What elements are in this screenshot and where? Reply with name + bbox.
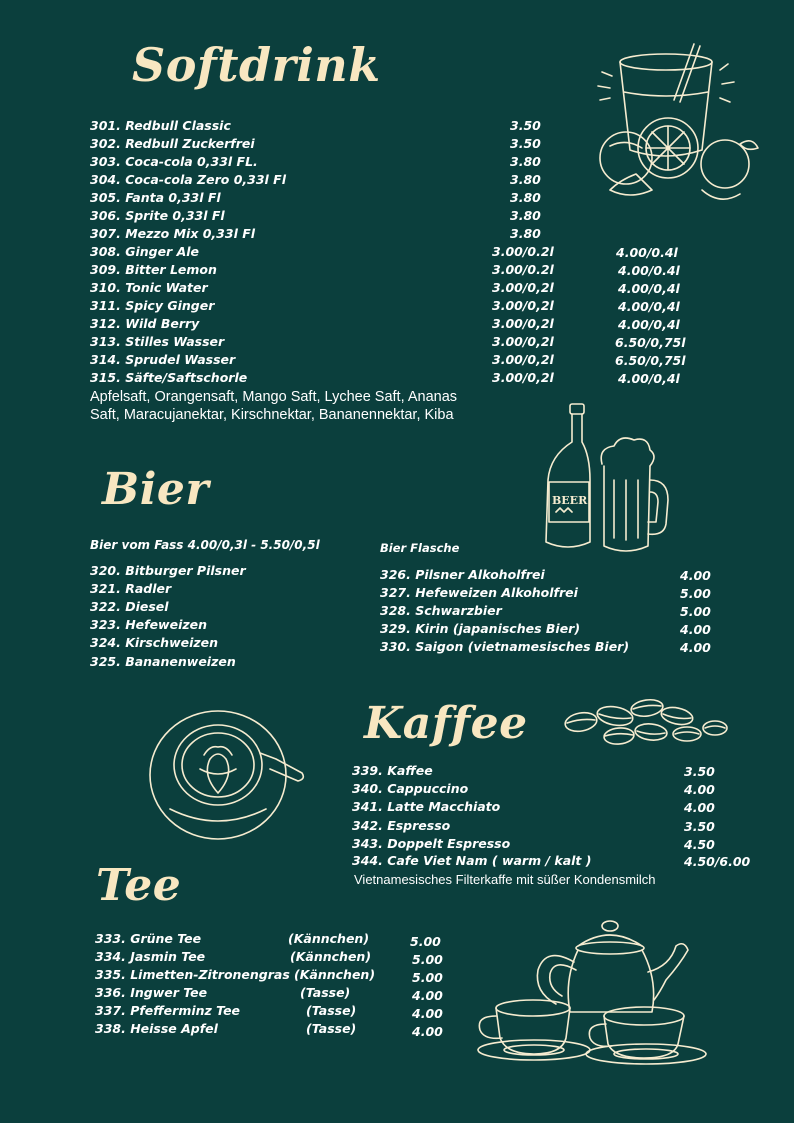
size-label: (Kännchen) bbox=[294, 967, 376, 982]
size-label: (Kännchen) bbox=[290, 949, 372, 964]
list-item: 321. Radler bbox=[90, 581, 172, 596]
price-large: 6.50/0,75l bbox=[615, 353, 686, 368]
price: 5.00 bbox=[680, 586, 711, 601]
list-item: 343. Doppelt Espresso bbox=[352, 836, 511, 851]
list-item: 325. Bananenweizen bbox=[90, 654, 236, 669]
price: 3.50 bbox=[684, 764, 715, 779]
price-large: 6.50/0,75l bbox=[615, 335, 686, 350]
size-label: (Tasse) bbox=[300, 985, 351, 1000]
list-item: 342. Espresso bbox=[352, 818, 451, 833]
price-large: 4.00/0,4l bbox=[618, 317, 680, 332]
price: 3.00/0.2l bbox=[492, 244, 554, 259]
list-item: 340. Cappuccino bbox=[352, 781, 469, 796]
bier-heading: Bier bbox=[102, 464, 210, 515]
list-item: 310. Tonic Water bbox=[90, 280, 208, 295]
size-label: (Kännchen) bbox=[288, 931, 370, 946]
list-item: 322. Diesel bbox=[90, 599, 169, 614]
price: 5.00 bbox=[410, 934, 441, 949]
price: 3.00/0,2l bbox=[492, 280, 554, 295]
list-item: 338. Heisse Apfel bbox=[95, 1021, 218, 1036]
price: 3.00/0.2l bbox=[492, 262, 554, 277]
price: 4.00 bbox=[412, 988, 443, 1003]
price: 4.00 bbox=[684, 800, 715, 815]
price: 5.00 bbox=[412, 970, 443, 985]
juice-list-line: Apfelsaft, Orangensaft, Mango Saft, Lychee Saft, Ananas bbox=[90, 389, 458, 405]
list-item: 339. Kaffee bbox=[352, 763, 433, 778]
price-large: 4.00/0,4l bbox=[618, 371, 680, 386]
list-item: 320. Bitburger Pilsner bbox=[90, 563, 246, 578]
price-large: 4.00/0,4l bbox=[618, 281, 680, 296]
bier-flasche-label: Bier Flasche bbox=[380, 541, 460, 555]
price: 3.80 bbox=[510, 190, 541, 205]
price: 4.00 bbox=[680, 640, 711, 655]
list-item: 334. Jasmin Tee bbox=[95, 949, 206, 964]
price-large: 4.00/0,4l bbox=[618, 299, 680, 314]
list-item: 337. Pfefferminz Tee bbox=[95, 1003, 241, 1018]
list-item: 311. Spicy Ginger bbox=[90, 298, 215, 313]
price: 4.50/6.00 bbox=[684, 854, 751, 869]
price: 4.00 bbox=[684, 782, 715, 797]
beer-label: BEER bbox=[552, 494, 588, 507]
coffee-beans-icon bbox=[563, 690, 733, 750]
price-large: 4.00/0.4l bbox=[618, 263, 680, 278]
list-item: 330. Saigon (vietnamesisches Bier) bbox=[380, 639, 630, 654]
list-item: 329. Kirin (japanisches Bier) bbox=[380, 621, 581, 636]
orange-juice-glass-icon bbox=[590, 40, 770, 210]
price: 3.00/0,2l bbox=[492, 334, 554, 349]
list-item: 328. Schwarzbier bbox=[380, 603, 502, 618]
kaffee-note: Vietnamesisches Filterkaffe mit süßer Kondensmilch bbox=[354, 872, 656, 887]
price: 3.00/0,2l bbox=[492, 316, 554, 331]
list-item: 326. Pilsner Alkoholfrei bbox=[380, 567, 545, 582]
list-item: 315. Säfte/Saftschorle bbox=[90, 370, 248, 385]
size-label: (Tasse) bbox=[306, 1021, 357, 1036]
list-item: 303. Coca-cola 0,33l FL. bbox=[90, 154, 258, 169]
price: 5.00 bbox=[412, 952, 443, 967]
list-item: 304. Coca-cola Zero 0,33l Fl bbox=[90, 172, 287, 187]
list-item: 327. Hefeweizen Alkoholfrei bbox=[380, 585, 578, 600]
price: 4.00 bbox=[680, 568, 711, 583]
price: 3.80 bbox=[510, 208, 541, 223]
beer-bottle-and-mug-icon bbox=[538, 400, 673, 555]
softdrink-heading: Softdrink bbox=[132, 38, 381, 92]
list-item: 335. Limetten-Zitronengras bbox=[95, 967, 290, 982]
price-large: 4.00/0.4l bbox=[616, 245, 678, 260]
price: 3.80 bbox=[510, 172, 541, 187]
list-item: 323. Hefeweizen bbox=[90, 617, 208, 632]
list-item: 312. Wild Berry bbox=[90, 316, 200, 331]
kaffee-heading: Kaffee bbox=[364, 698, 528, 749]
list-item: 309. Bitter Lemon bbox=[90, 262, 217, 277]
list-item: 308. Ginger Ale bbox=[90, 244, 200, 259]
list-item: 344. Cafe Viet Nam ( warm / kalt ) bbox=[352, 853, 592, 868]
teapot-and-cups-icon bbox=[470, 920, 725, 1065]
list-item: 341. Latte Macchiato bbox=[352, 799, 501, 814]
price: 4.50 bbox=[684, 837, 715, 852]
price: 3.00/0,2l bbox=[492, 352, 554, 367]
price: 3.80 bbox=[510, 226, 541, 241]
price: 3.80 bbox=[510, 154, 541, 169]
juice-list-line: Saft, Maracujanektar, Kirschnektar, Bananennektar, Kiba bbox=[90, 407, 454, 423]
price: 3.50 bbox=[510, 136, 541, 151]
list-item: 324. Kirschweizen bbox=[90, 635, 219, 650]
price: 4.00 bbox=[680, 622, 711, 637]
list-item: 302. Redbull Zuckerfrei bbox=[90, 136, 255, 151]
latte-cup-icon bbox=[140, 705, 310, 845]
list-item: 301. Redbull Classic bbox=[90, 118, 231, 133]
price: 3.50 bbox=[684, 819, 715, 834]
list-item: 307. Mezzo Mix 0,33l Fl bbox=[90, 226, 256, 241]
price: 3.50 bbox=[510, 118, 541, 133]
tee-heading: Tee bbox=[96, 860, 182, 911]
list-item: 305. Fanta 0,33l Fl bbox=[90, 190, 221, 205]
price: 3.00/0,2l bbox=[492, 298, 554, 313]
list-item: 336. Ingwer Tee bbox=[95, 985, 208, 1000]
size-label: (Tasse) bbox=[306, 1003, 357, 1018]
list-item: 314. Sprudel Wasser bbox=[90, 352, 236, 367]
bier-fass-label: Bier vom Fass 4.00/0,3l - 5.50/0,5l bbox=[90, 538, 320, 552]
price: 5.00 bbox=[680, 604, 711, 619]
price: 4.00 bbox=[412, 1024, 443, 1039]
list-item: 333. Grüne Tee bbox=[95, 931, 202, 946]
price: 3.00/0,2l bbox=[492, 370, 554, 385]
list-item: 306. Sprite 0,33l Fl bbox=[90, 208, 225, 223]
price: 4.00 bbox=[412, 1006, 443, 1021]
list-item: 313. Stilles Wasser bbox=[90, 334, 225, 349]
